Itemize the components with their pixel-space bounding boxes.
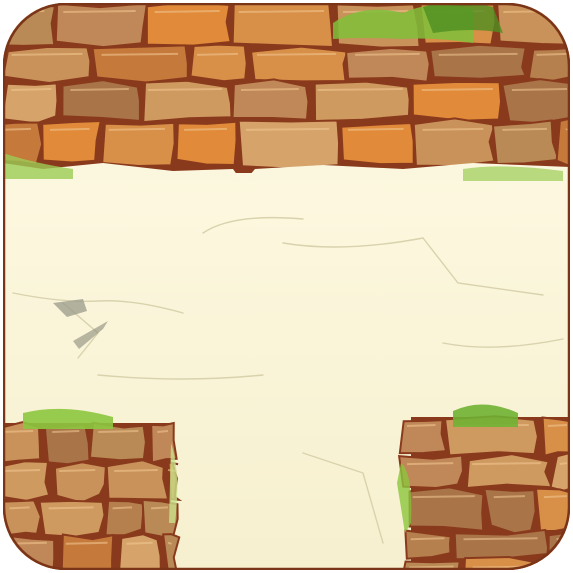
- wall-stone: [3, 535, 54, 570]
- wall-stone: [251, 47, 347, 82]
- wall-stone: [62, 534, 114, 570]
- map-tile[interactable]: [3, 3, 570, 570]
- wall-stone-highlight: [439, 54, 518, 55]
- wall-stone: [484, 489, 535, 533]
- wall-stone-highlight: [50, 129, 90, 130]
- wall-stone-highlight: [151, 507, 168, 508]
- wall-stone: [239, 120, 339, 168]
- wall-stone: [529, 48, 570, 81]
- wall-stone-highlight: [197, 54, 238, 55]
- wall-stone-highlight: [413, 496, 475, 497]
- wall-stone: [455, 530, 548, 559]
- wall-stone: [119, 534, 161, 570]
- wall-stone-highlight: [114, 470, 158, 471]
- wall-stone-highlight: [98, 431, 138, 432]
- wall-stone: [493, 120, 559, 164]
- wall-stone-highlight: [63, 11, 135, 12]
- wall-stone: [467, 454, 552, 488]
- wall-stone-highlight: [423, 129, 484, 130]
- wall-stone-highlight: [109, 129, 165, 130]
- wall-stone-highlight: [70, 89, 128, 90]
- wall-stone-highlight: [101, 54, 178, 55]
- wall-stone-highlight: [52, 431, 79, 432]
- wall-stone-highlight: [407, 425, 436, 426]
- wall-stone-highlight: [246, 129, 329, 130]
- wall-stone-highlight: [537, 54, 567, 55]
- wall-stone-highlight: [113, 507, 132, 508]
- wall-stone-highlight: [548, 425, 567, 426]
- wall-stone-highlight: [560, 567, 567, 568]
- wall-stone-highlight: [566, 129, 567, 130]
- wall-stone: [42, 121, 100, 163]
- wall-stone-highlight: [3, 431, 33, 432]
- wall-stone-highlight: [126, 543, 152, 544]
- wall-stone-highlight: [239, 11, 324, 12]
- wall-stone-highlight: [155, 11, 220, 12]
- wall-stone: [430, 45, 525, 79]
- wall-stone: [233, 79, 309, 119]
- wall-stone: [143, 81, 231, 122]
- wall-stone-highlight: [148, 89, 222, 90]
- wall-stone-highlight: [502, 129, 547, 130]
- wall-stone-highlight: [184, 129, 227, 130]
- wall-stone-highlight: [348, 129, 404, 130]
- wall-stone: [410, 487, 484, 530]
- wall-stone-highlight: [257, 54, 336, 55]
- wall-stone: [536, 489, 570, 531]
- wall-stone: [543, 417, 570, 455]
- wall-stone-highlight: [168, 543, 172, 544]
- wall-stone-highlight: [318, 89, 403, 90]
- wall-stone-highlight: [12, 54, 83, 55]
- wall-stone-highlight: [6, 543, 47, 544]
- wall-stone-highlight: [3, 470, 40, 471]
- wall-stone-highlight: [472, 463, 541, 464]
- wall-stone-highlight: [10, 507, 30, 508]
- wall-stone-highlight: [494, 496, 525, 497]
- wall-stone-highlight: [157, 431, 168, 432]
- stone-wall-bottom-right: [399, 416, 570, 570]
- wall-stone: [56, 3, 147, 47]
- wall-stone: [191, 45, 247, 82]
- wall-stone: [93, 45, 188, 82]
- wall-stone-highlight: [473, 567, 541, 568]
- wall-stone-highlight: [241, 89, 299, 90]
- wall-stone: [315, 82, 410, 121]
- wall-stone-highlight: [66, 543, 108, 544]
- wall-stone-highlight: [3, 129, 31, 130]
- wall-stone-highlight: [422, 89, 493, 90]
- wall-stone: [40, 501, 105, 537]
- wall-stone-highlight: [409, 567, 453, 568]
- wall-stone-highlight: [11, 89, 51, 90]
- wall-stone: [3, 47, 90, 83]
- wall-stone: [233, 3, 333, 47]
- wall-stone: [414, 118, 495, 166]
- wall-stone: [502, 79, 570, 123]
- wall-stone: [405, 531, 450, 559]
- wall-stone: [413, 82, 501, 121]
- wall-stone: [3, 461, 49, 501]
- stone-wall-bottom-left: [3, 422, 179, 570]
- wall-stone-highlight: [59, 470, 95, 471]
- wall-stone: [554, 559, 570, 570]
- wall-stone: [147, 3, 231, 46]
- wall-stone: [107, 460, 168, 499]
- wall-stone-highlight: [512, 89, 567, 90]
- wall-stone: [176, 122, 236, 165]
- wall-stone-highlight: [560, 463, 567, 464]
- wall-stone-highlight: [355, 54, 420, 55]
- wall-stone-highlight: [544, 496, 567, 497]
- wall-stone-highlight: [463, 538, 537, 539]
- wall-stone: [105, 501, 143, 536]
- wall-stone-highlight: [49, 507, 94, 508]
- wall-stone: [62, 80, 140, 121]
- wall-stone: [548, 533, 570, 561]
- wall-stone-highlight: [411, 538, 445, 539]
- wall-stone-highlight: [407, 463, 453, 464]
